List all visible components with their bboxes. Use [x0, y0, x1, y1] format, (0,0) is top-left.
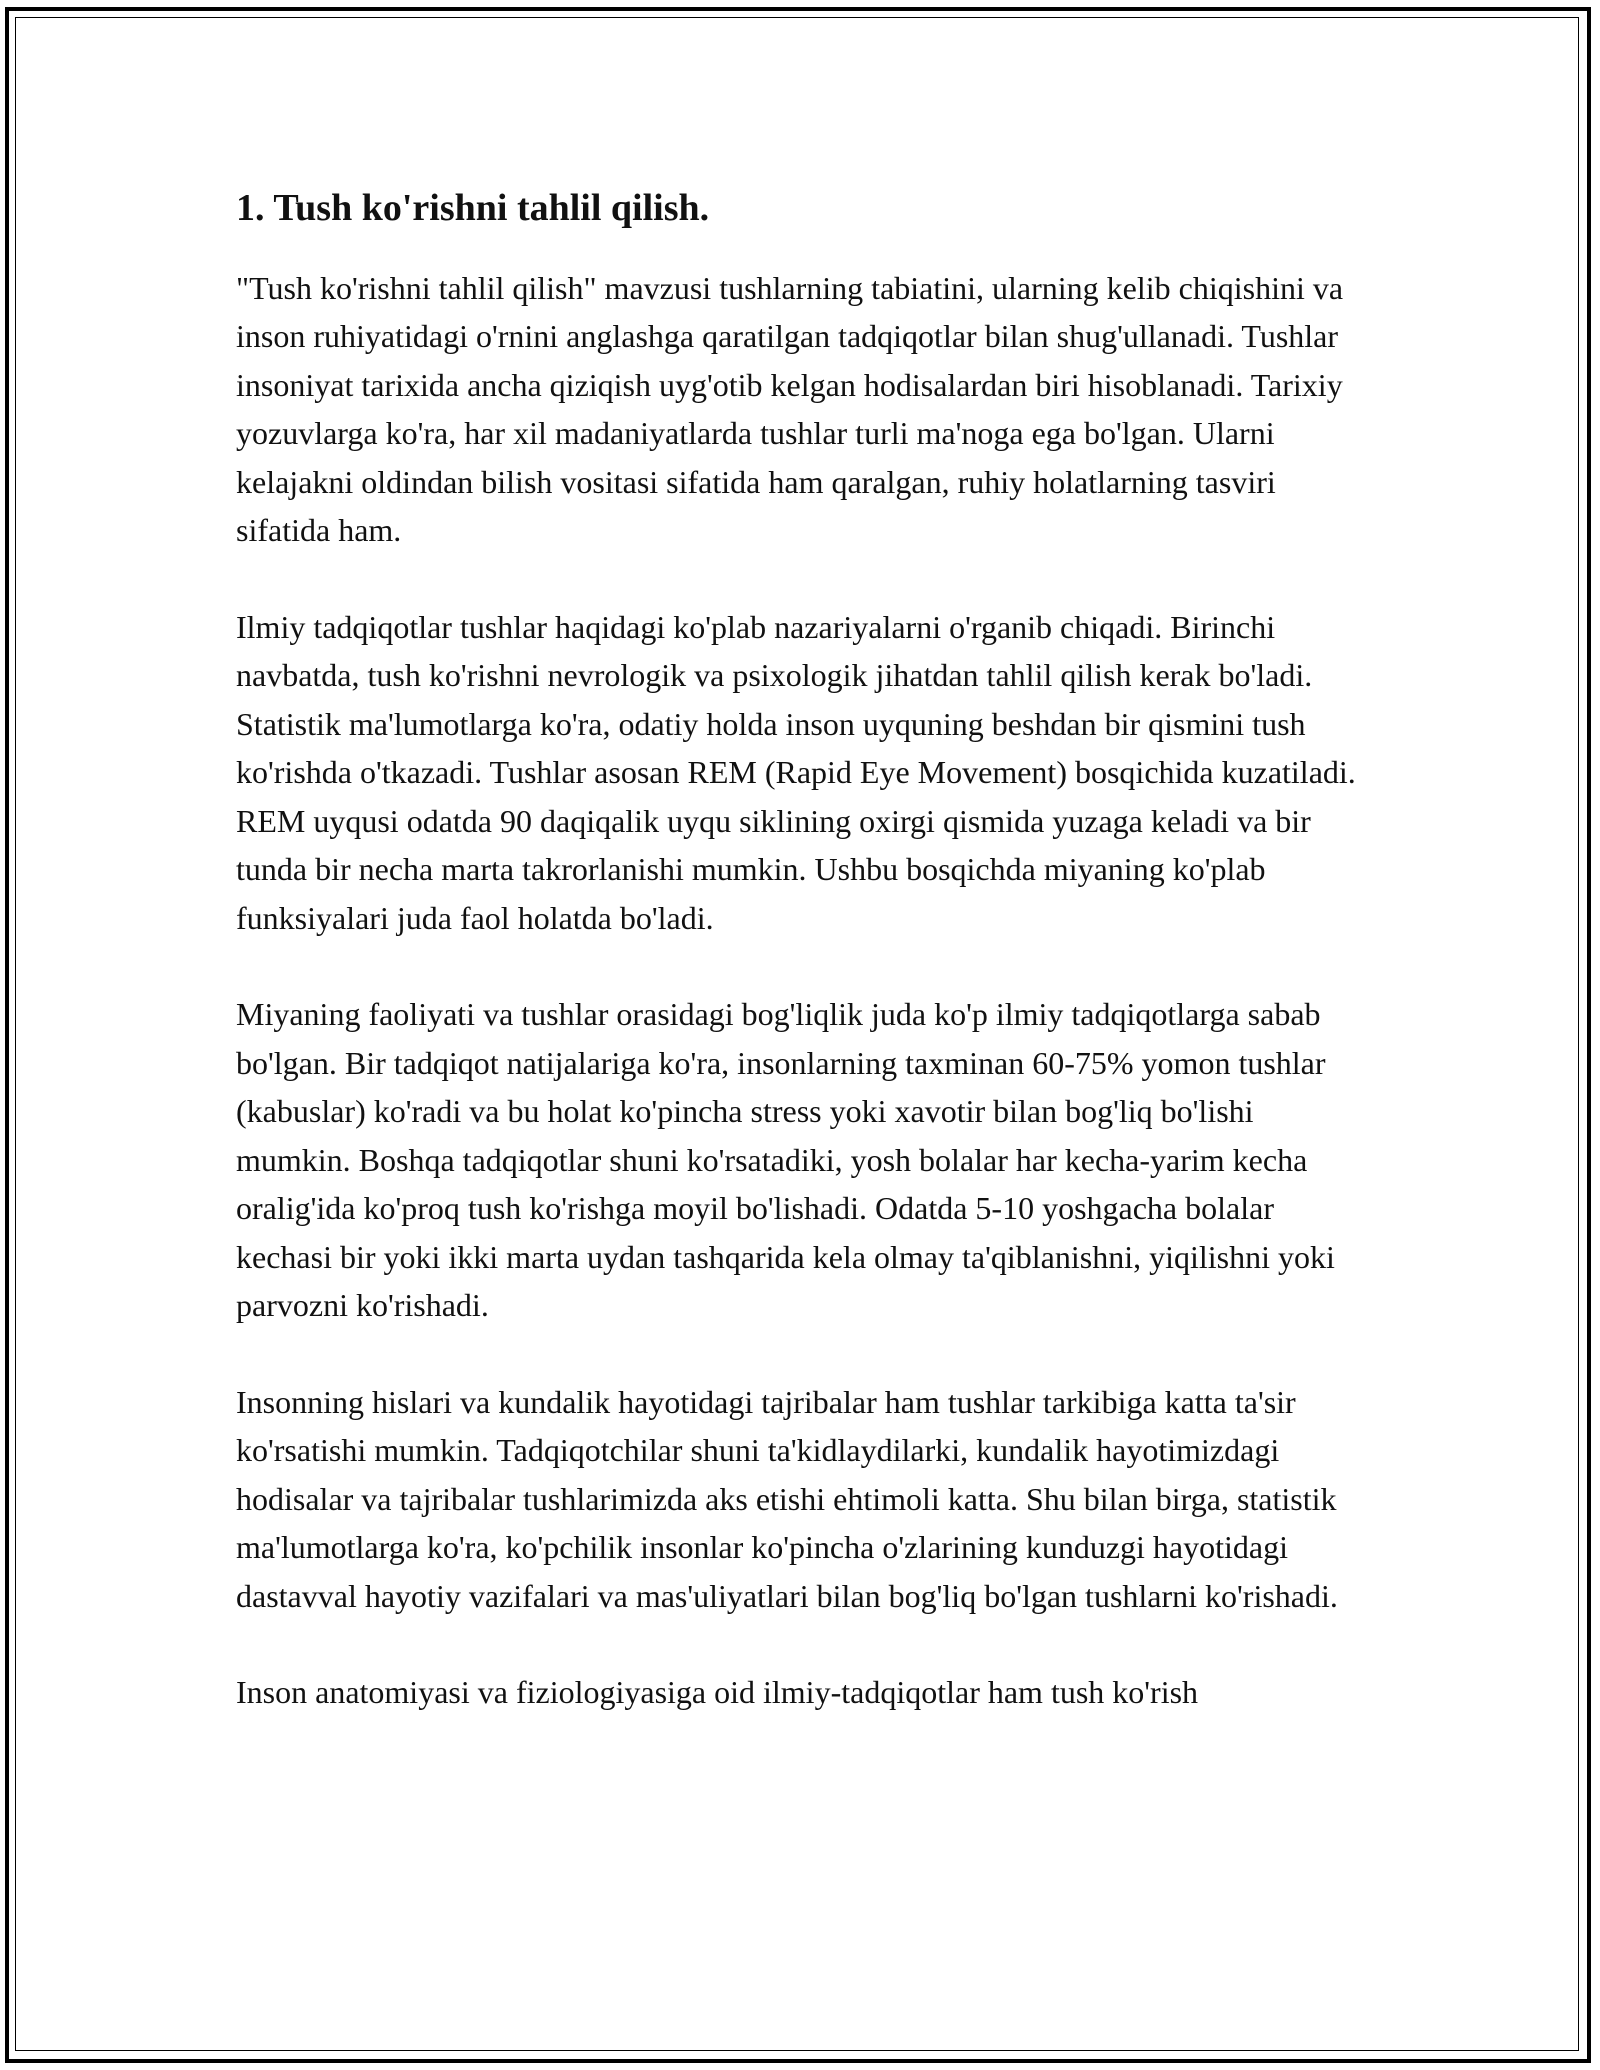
paragraph-2: Ilmiy tadqiqotlar tushlar haqidagi ko'plab nazariyalarni o'rganib chiqadi. Birinchi navbatda, tush ko'rishni nevrologik va psixologik jihatdan tahlil qilish kerak bo'ladi. Statistik ma'lumotlarga ko'ra, odatiy holda inson uyquning beshdan bir qismini tush ko'rishda o'tkazadi. Tushlar asosan REM (Rapid Eye Movement) bosqichida kuzatiladi. REM uyqusi odatda 90 daqiqalik uyqu siklining oxirgi qismida yuzaga keladi va bir tunda bir necha marta takrorlanishi mumkin. Ushbu bosqichda miyaning ko'plab funksiyalari juda faol holatda bo'ladi. [236, 608, 1356, 936]
document-body [236, 186, 1376, 1717]
section-heading: 1. Tush ko'rishni tahlil qilish. [236, 187, 710, 229]
paragraph-1: "Tush ko'rishni tahlil qilish" mavzusi tushlarning tabiatini, ularning kelib chiqishini va inson ruhiyatidagi o'rnini anglashga qaratilgan tadqiqotlar bilan shug'ullanadi. Tushlar insoniyat tarixida ancha qiziqish uyg'otib kelgan hodisalardan biri hisoblanadi. Tarixiy yozuvlarga ko'ra, har xil madaniyatlarda tushlar turli ma'noga ega bo'lgan. Ularni kelajakni oldindan bilish vositasi sifatida ham qaralgan, ruhiy holatlarning tasviri sifatida ham. [236, 269, 1344, 549]
paragraph-4: Insonning hislari va kundalik hayotidagi tajribalar ham tushlar tarkibiga katta ta'sir ko'rsatishi mumkin. Tadqiqotchilar shuni ta'kidlaydilarki, kundalik hayotimizdagi hodisalar va tajribalar tushlarimizda aks etishi ehtimoli katta. Shu bilan birga, statistik ma'lumotlarga ko'ra, ko'pchilik insonlar ko'pincha o'zlarining kunduzgi hayotidagi dastavval hayotiy vazifalari va mas'uliyatlari bilan bog'liq bo'lgan tushlarni ko'rishadi. [236, 1383, 1338, 1614]
paragraph-3: Miyaning faoliyati va tushlar orasidagi bog'liqlik juda ko'p ilmiy tadqiqotlarga sabab bo'lgan. Bir tadqiqot natijalariga ko'ra, insonlarning taxminan 60-75% yomon tushlar (kabuslar) ko'radi va bu holat ko'pincha stress yoki xavotir bilan bog'liq bo'lishi mumkin. Boshqa tadqiqotlar shuni ko'rsatadiki, yosh bolalar har kecha-yarim kecha oralig'ida ko'proq tush ko'rishga moyil bo'lishadi. Odatda 5-10 yoshgacha bolalar kechasi bir yoki ikki marta uydan tashqarida kela olmay ta'qiblanishni, yiqilishni yoki parvozni ko'rishadi. [236, 996, 1335, 1324]
paragraph-5: Inson anatomiyasi va fiziologiyasiga oid ilmiy-tadqiqotlar ham tush ko'rish [236, 1674, 1199, 1711]
